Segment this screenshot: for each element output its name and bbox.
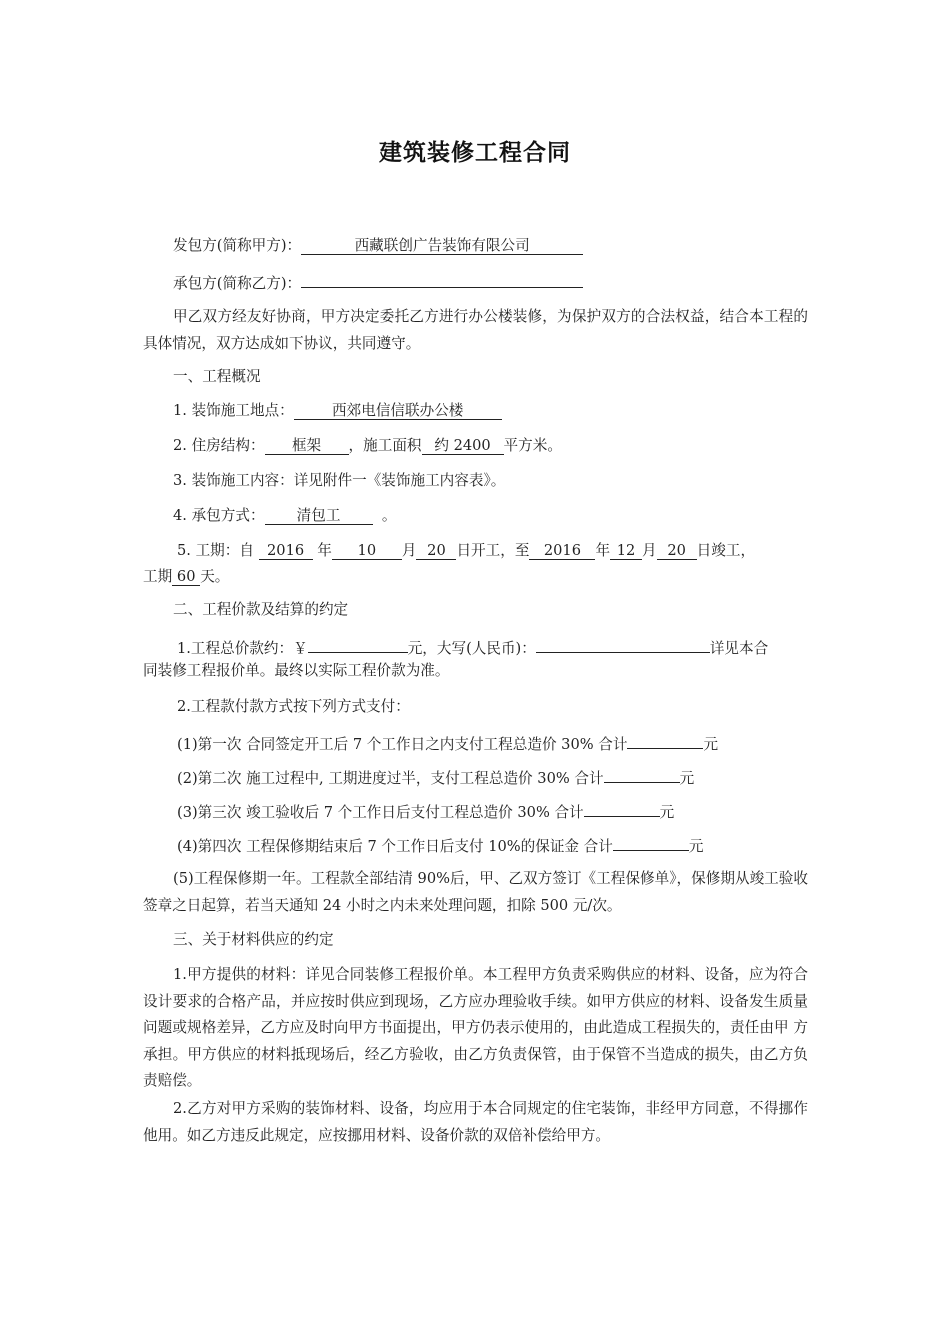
section1-item2: [173, 436, 562, 456]
party-a-line: [173, 236, 583, 256]
start-year-unit: 年: [317, 542, 332, 559]
payment-3-text: (3)第三次 竣工验收后 7 个工作日后支付工程总造价 30% 合计: [177, 804, 584, 821]
payment-1-unit: 元: [703, 736, 719, 753]
page-title: 建筑装修工程合同: [379, 140, 571, 166]
structure-value: 框架: [265, 438, 349, 455]
item1-label: 1. 装饰施工地点：: [173, 402, 294, 419]
duration-suffix: 天。: [200, 568, 230, 585]
section1-item3: 3. 装饰施工内容：详见附件一《装饰施工内容表》。: [173, 472, 506, 489]
section1-item5: [177, 541, 755, 561]
section2-p1: [177, 635, 768, 659]
p1-tail: 详见本合: [709, 640, 769, 657]
end-year-unit: 年: [595, 542, 611, 559]
payment-3: [177, 799, 674, 823]
duration-label: 工期: [143, 568, 173, 585]
start-day-unit: 日开工，至: [456, 542, 530, 559]
end-year: 2016: [529, 543, 595, 560]
end-day: 20: [657, 543, 697, 560]
section1-heading: 一、工程概况: [173, 368, 261, 385]
section2-p2: 2.工程款付款方式按下列方式支付：: [177, 698, 410, 715]
party-b-label: 承包方(简称乙方)：: [173, 275, 302, 292]
payment-4-text: (4)第四次 工程保修期结束后 7 个工作日后支付 10%的保证金 合计: [177, 838, 613, 855]
intro-paragraph: 甲乙双方经友好协商，甲方决定委托乙方进行办公楼装修，为保护双方的合法权益，结合本工程的具体情况，双方达成如下协议，共同遵守。: [143, 308, 808, 352]
duration-days: 60: [172, 569, 200, 586]
start-day: 20: [416, 543, 456, 560]
capital-amount-value: [536, 635, 710, 653]
payment-1: [177, 731, 718, 755]
end-month-unit: 月: [642, 542, 657, 559]
item4-label: 4. 承包方式：: [173, 507, 265, 524]
item5-prefix: 5. 工期：自: [177, 542, 254, 559]
materials-paragraph-1: 1.甲方提供的材料：详见合同装修工程报价单。本工程甲方负责采购供应的材料、设备，应为符合设计要求的合格产品，并应按时供应到现场，乙方应办理验收手续。如甲方供应的材料、设备发生质量问题或规格差异，乙方应及时向甲方书面提出，甲方仍表示使用的，由此造成工程损失的，责任由甲 方承担。甲方供应的材料抵现场后，经乙方验收，由乙方负责保管，由于保管不当造成的损失，由乙方负责赔偿。: [143, 966, 808, 1089]
item2-label: 2. 住房结构：: [173, 437, 265, 454]
payment-4: [177, 833, 703, 857]
warranty-paragraph: (5)工程保修期一年。工程款全部结清 90%后，甲、乙双方签订《工程保修单》，保修期从竣工验收签章之日起算，若当天通知 24 小时之内未来处理问题，扣除 500 元/次。: [143, 870, 808, 914]
payment-2-text: (2)第二次 施工过程中, 工期进度过半，支付工程总造价 30% 合计: [177, 770, 604, 787]
payment-4-amount: [613, 833, 689, 851]
payment-3-amount: [584, 799, 660, 817]
area-value: 约 2400: [422, 438, 504, 455]
end-month: 12: [610, 543, 642, 560]
start-year: 2016: [259, 543, 313, 560]
end-day-unit: 日竣工，: [696, 542, 756, 559]
construction-site-value: 西郊电信信联办公楼: [294, 403, 502, 420]
materials-paragraph-2: 2.乙方对甲方采购的装饰材料、设备，均应用于本合同规定的住宅装饰，非经甲方同意，不得挪作他用。如乙方违反此规定，应按挪用材料、设备价款的双倍补偿给甲方。: [143, 1100, 808, 1144]
start-month-unit: 月: [401, 542, 417, 559]
payment-2-amount: [604, 765, 680, 783]
item2-unit: 平方米。: [503, 437, 562, 454]
party-a-label: 发包方(简称甲方)：: [173, 237, 302, 254]
section2-heading: 二、工程价款及结算的约定: [173, 601, 349, 618]
party-a-value: 西藏联创广告装饰有限公司: [301, 238, 583, 255]
payment-4-unit: 元: [688, 838, 704, 855]
section1-item5-line2: [143, 567, 229, 587]
party-b-value: [301, 270, 583, 288]
party-b-line: [173, 270, 583, 294]
payment-2: [177, 765, 694, 789]
payment-3-unit: 元: [659, 804, 675, 821]
section1-item4: [173, 506, 396, 526]
capital-amount-label: 元，大写(人民币)：: [407, 640, 536, 657]
section3-heading: 三、关于材料供应的约定: [173, 931, 334, 948]
section2-p1-line2: 同装修工程报价单。最终以实际工程价款为准。: [143, 662, 450, 679]
start-month: 10: [332, 543, 402, 560]
payment-2-unit: 元: [679, 770, 695, 787]
contract-mode-value: 清包工: [265, 508, 373, 525]
payment-1-amount: [627, 731, 703, 749]
total-price-label: 1.工程总价款约：￥: [177, 640, 308, 657]
section1-item1: [173, 401, 502, 421]
item4-end: 。: [381, 507, 397, 524]
total-price-value: [308, 635, 408, 653]
item2-mid: ，施工面积: [348, 437, 422, 454]
payment-1-text: (1)第一次 合同签定开工后 7 个工作日之内支付工程总造价 30% 合计: [177, 736, 628, 753]
